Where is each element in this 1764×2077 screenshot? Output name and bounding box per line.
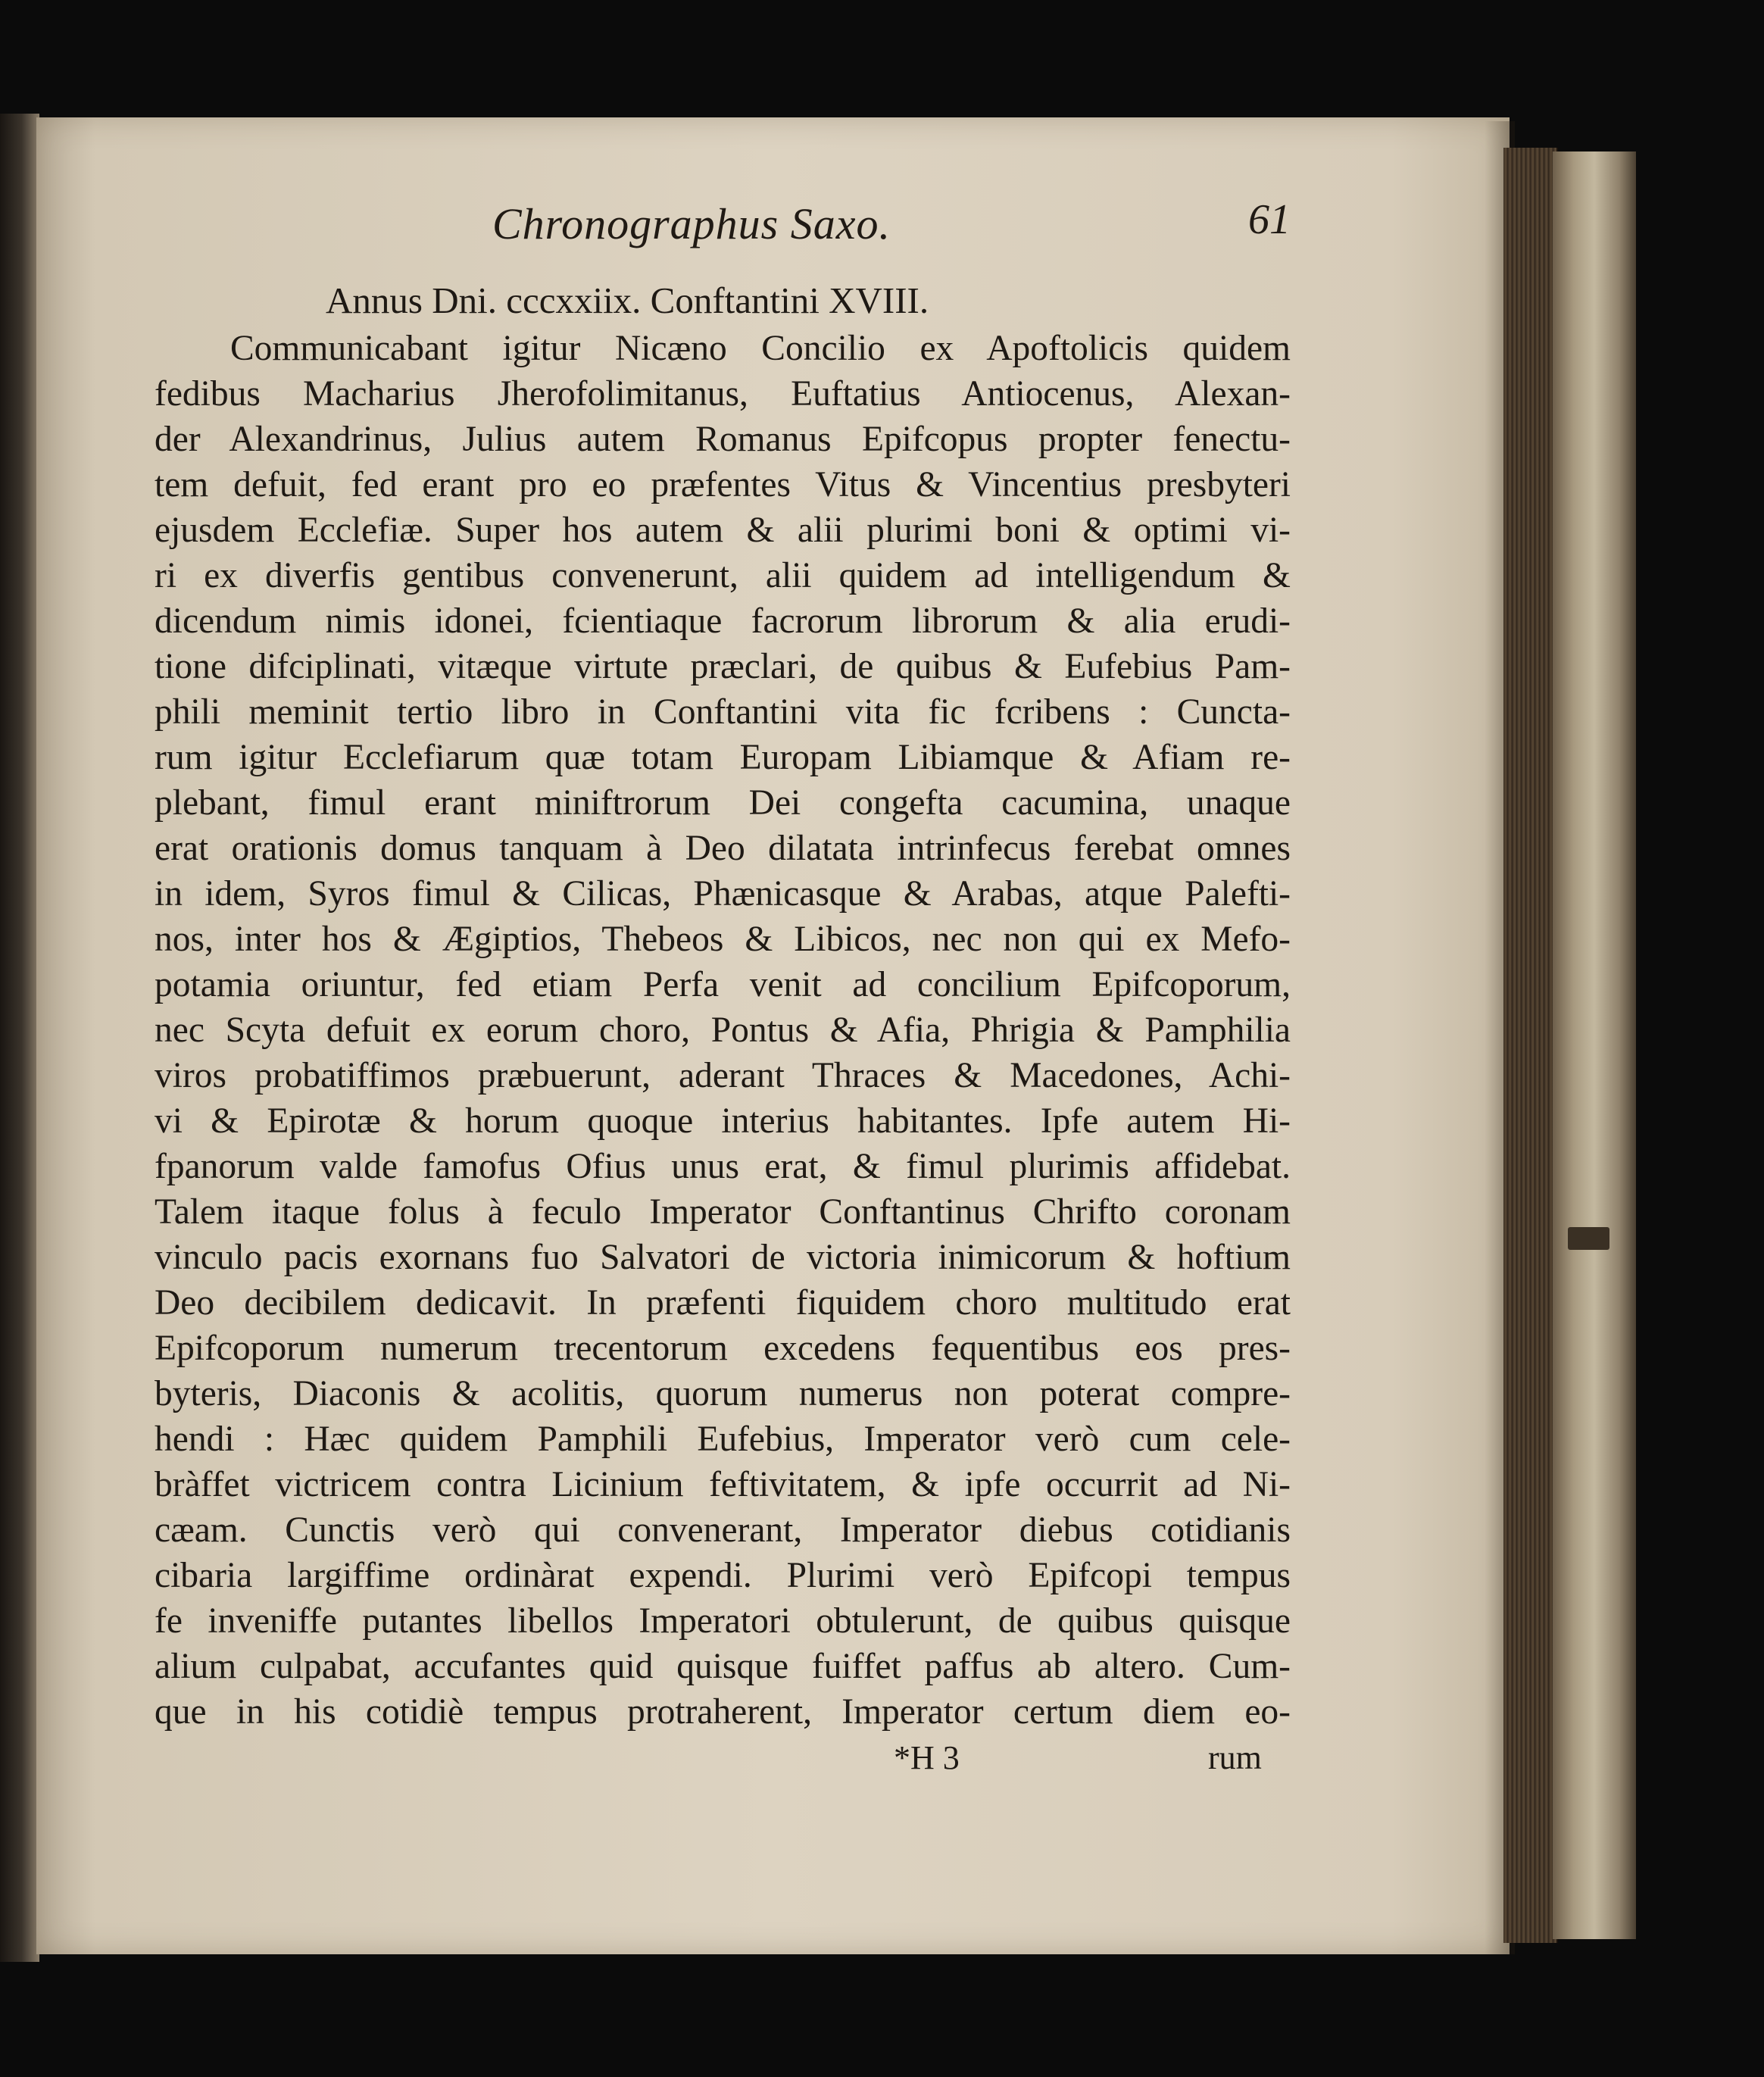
binding-mark: [1568, 1227, 1609, 1250]
text-line: tem defuit, fed erant pro eo præfentes Vitus & Vincentius presbyteri: [155, 465, 1291, 504]
text-line: hendi : Hæc quidem Pamphili Eufebius, Imperator verò cum cele-: [155, 1420, 1291, 1459]
text-line: plebant, fimul erant miniftrorum Dei congefta cacumina, unaque: [155, 783, 1291, 823]
text-line: fe inveniffe putantes libellos Imperatori obtulerunt, de quibus quisque: [155, 1601, 1291, 1641]
text-line: phili meminit tertio libro in Conftantini vita fic fcribens : Cuncta-: [155, 692, 1291, 732]
text-line: vinculo pacis exornans fuo Salvatori de victoria inimicorum & hoftium: [155, 1238, 1291, 1277]
text-line: rum igitur Ecclefiarum quæ totam Europam Libiamque & Afiam re-: [155, 738, 1291, 777]
text-line: nec Scyta defuit ex eorum choro, Pontus & Afia, Phrigia & Pamphilia: [155, 1010, 1291, 1050]
book-binding: [1553, 151, 1636, 1939]
text-line: erat orationis domus tanquam à Deo dilatata intrinfecus ferebat omnes: [155, 829, 1291, 868]
text-line: Deo decibilem dedicavit. In præfenti fiquidem choro multitudo erat: [155, 1283, 1291, 1323]
text-line: der Alexandrinus, Julius autem Romanus Epifcopus propter fenectu-: [155, 420, 1291, 459]
text-line: ri ex diverfis gentibus convenerunt, alii quidem ad intelligendum &: [155, 556, 1291, 595]
text-line: cæam. Cunctis verò qui convenerant, Imperator diebus cotidianis: [155, 1510, 1291, 1550]
catchword: rum: [1208, 1739, 1262, 1776]
text-line: ejusdem Ecclefiæ. Super hos autem & alii plurimi boni & optimi vi-: [155, 511, 1291, 550]
text-line: bràffet victricem contra Licinium feftivitatem, & ipfe occurrit ad Ni-: [155, 1465, 1291, 1504]
year-heading: Annus Dni. cccxxiix. Conftantini XVIII.: [326, 280, 929, 321]
signature-mark: *H 3: [894, 1739, 960, 1776]
text-line: vi & Epirotæ & horum quoque interius habitantes. Ipfe autem Hi-: [155, 1101, 1291, 1141]
text-line: potamia oriuntur, fed etiam Perfa venit ad concilium Epifcoporum,: [155, 965, 1291, 1004]
text-line: Epifcoporum numerum trecentorum excedens fequentibus eos pres-: [155, 1329, 1291, 1368]
text-line: tione difciplinati, vitæque virtute præclari, de quibus & Eufebius Pam-: [155, 647, 1291, 686]
text-line: que in his cotidiè tempus protraherent, Imperator certum diem eo-: [155, 1692, 1291, 1732]
facing-page-edge: [0, 114, 39, 1962]
text-line: alium culpabat, accufantes quid quisque fuiffet paffus ab altero. Cum-: [155, 1647, 1291, 1686]
book-fore-edge: [1503, 148, 1558, 1943]
text-line: in idem, Syros fimul & Cilicas, Phænicasque & Arabas, atque Palefti-: [155, 874, 1291, 914]
text-line: fedibus Macharius Jherofolimitanus, Euftatius Antiocenus, Alexan-: [155, 374, 1291, 414]
text-line: cibaria largiffime ordinàrat expendi. Plurimi verò Epifcopi tempus: [155, 1556, 1291, 1595]
text-line: byteris, Diaconis & acolitis, quorum numerus non poterat compre-: [155, 1374, 1291, 1413]
text-line: nos, inter hos & Ægiptios, Thebeos & Libicos, nec non qui ex Mefo-: [155, 920, 1291, 959]
text-line: Communicabant igitur Nicæno Concilio ex Apoftolicis quidem: [230, 329, 1291, 368]
page-number: 61: [1248, 196, 1291, 243]
text-line: fpanorum valde famofus Ofius unus erat, & fimul plurimis affidebat.: [155, 1147, 1291, 1186]
text-line: dicendum nimis idonei, fcientiaque facrorum librorum & alia erudi-: [155, 601, 1291, 641]
running-head: Chronographus Saxo.: [492, 199, 891, 248]
text-line: Talem itaque folus à feculo Imperator Conftantinus Chrifto coronam: [155, 1192, 1291, 1232]
text-line: viros probatiffimos præbuerunt, aderant Thraces & Macedones, Achi-: [155, 1056, 1291, 1095]
